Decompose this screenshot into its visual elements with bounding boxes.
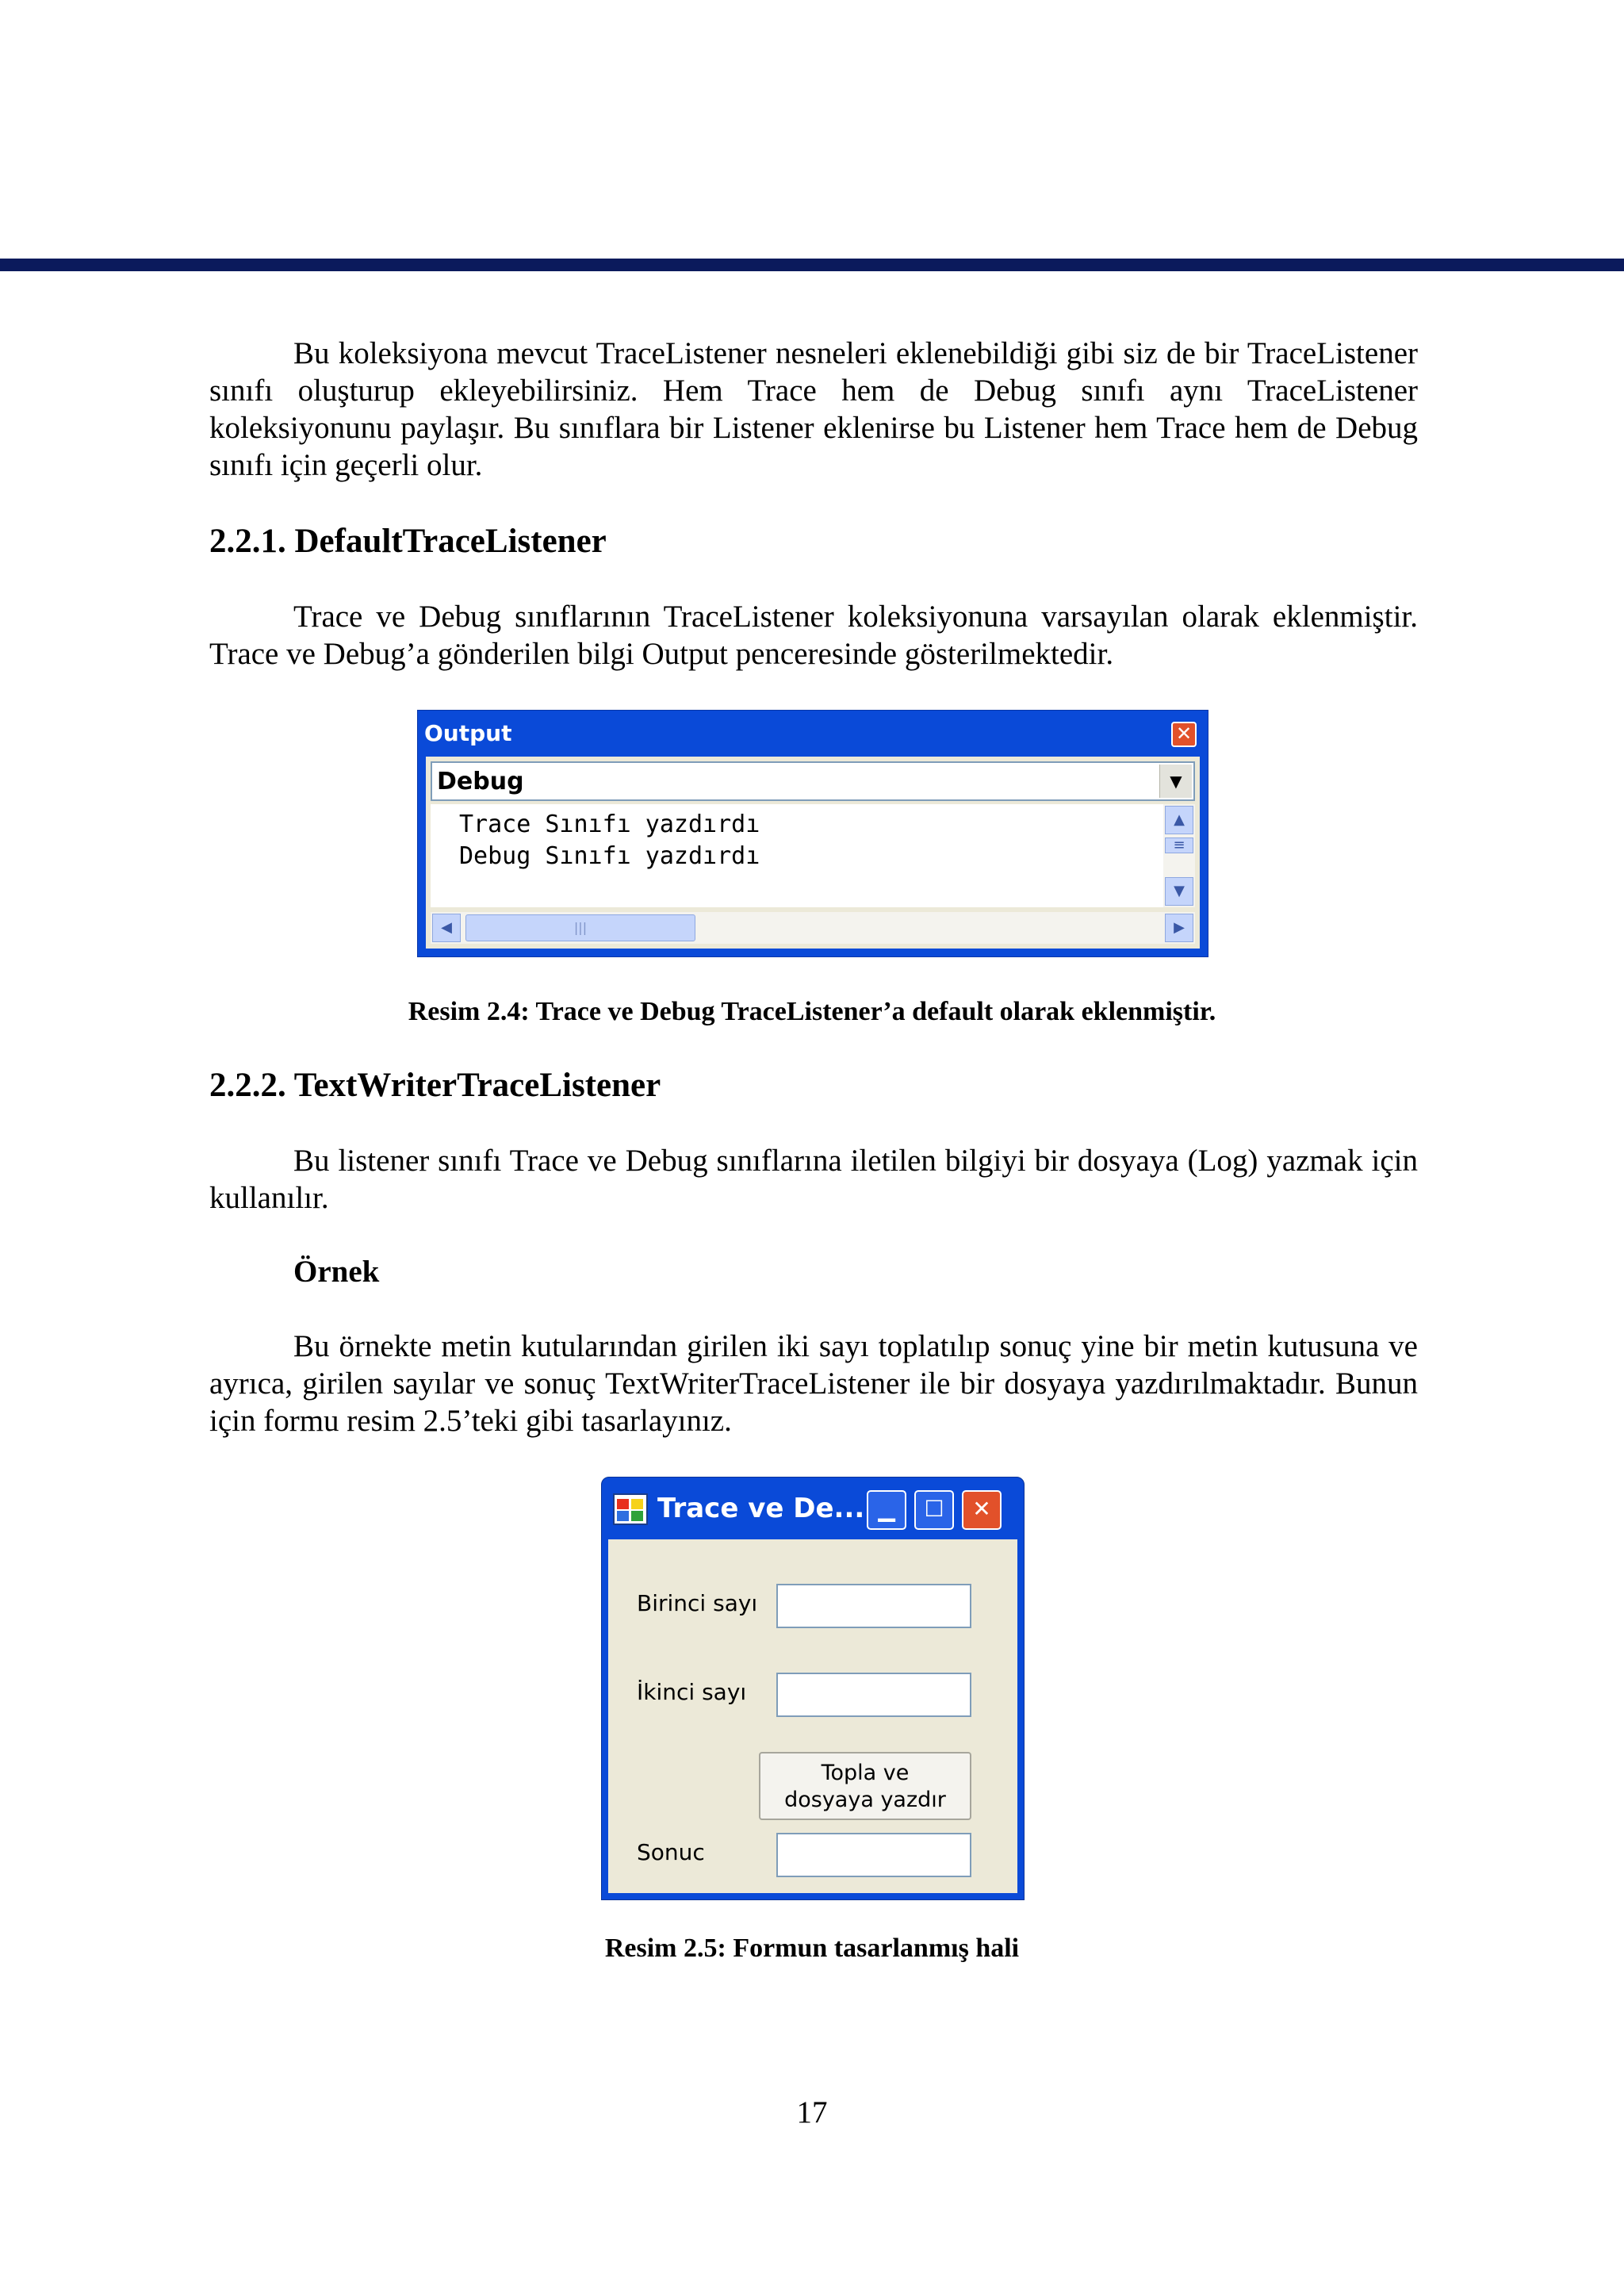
result-input[interactable] xyxy=(776,1833,971,1877)
textwriter-paragraph: Bu listener sınıfı Trace ve Debug sınıflarına iletilen bilgiyi bir dosyaya (Log) yazmak için kullanılır. xyxy=(209,1144,1418,1215)
form-window xyxy=(601,1477,1025,1900)
first-number-input[interactable] xyxy=(776,1584,971,1628)
vertical-scrollbar[interactable] xyxy=(1163,804,1195,907)
sum-and-write-button[interactable] xyxy=(759,1752,971,1820)
scroll-right-icon[interactable]: ▶ xyxy=(1165,914,1193,942)
horizontal-scroll-thumb[interactable]: ||| xyxy=(465,914,695,941)
heading-default-trace-listener: 2.2.1. DefaultTraceListener xyxy=(209,523,607,560)
result-label: Sonuc xyxy=(637,1839,705,1865)
scroll-down-icon[interactable]: ▼ xyxy=(1165,877,1193,906)
figure-2-5-caption: Resim 2.5: Formun tasarlanmış hali xyxy=(604,1934,1020,1963)
output-window-client xyxy=(426,757,1200,949)
output-text-area[interactable] xyxy=(431,804,1195,907)
sum-button-label-line2: dosyaya yazdır xyxy=(784,1788,946,1812)
close-icon[interactable]: ✕ xyxy=(962,1490,1002,1530)
maximize-icon[interactable]: ☐ xyxy=(914,1490,954,1530)
header-rule xyxy=(0,259,1624,271)
default-listener-paragraph: Trace ve Debug sınıflarının TraceListener koleksiyonuna varsayılan olarak eklenmiştir. Trace ve Debug’a gönderilen bilgi Output penceresinde gösterilmektedir. xyxy=(209,600,1418,671)
minimize-icon[interactable]: ▁ xyxy=(867,1490,906,1530)
example-heading: Örnek xyxy=(293,1255,380,1289)
output-source-select[interactable] xyxy=(431,761,1195,801)
application-icon xyxy=(613,1493,648,1525)
output-window-title: Output xyxy=(424,720,512,746)
example-paragraph: Bu örnekte metin kutularından girilen iki sayı toplatılıp sonuç yine bir metin kutusuna ve ayrıca, girilen sayılar ve sonuç TextWriterTraceListener ile bir dosyaya yazdırılmaktadır. Bunun için formu resim 2.5’teki gibi tasarlayınız. xyxy=(209,1329,1418,1438)
form-window-title: Trace ve De... xyxy=(657,1493,865,1524)
scroll-up-icon[interactable]: ▲ xyxy=(1165,806,1193,834)
sum-button-label-line1: Topla ve xyxy=(821,1761,910,1785)
page-number: 17 xyxy=(796,2095,828,2129)
first-number-label: Birinci sayı xyxy=(637,1590,758,1616)
scroll-left-icon[interactable]: ◀ xyxy=(432,914,461,942)
output-line: Trace Sınıfı yazdırdı xyxy=(459,811,760,838)
output-line: Debug Sınıfı yazdırdı xyxy=(459,842,760,870)
close-icon[interactable]: ✕ xyxy=(1171,722,1197,747)
form-client-area xyxy=(608,1539,1017,1893)
intro-paragraph: Bu koleksiyona mevcut TraceListener nesneleri eklenebildiği gibi siz de bir TraceListener sınıfı oluşturup ekleyebilirsiniz. Hem Trace hem de Debug sınıfı aynı TraceListener koleksiyonunu paylaşır. Bu sınıflara bir Listener eklenirse bu Listener hem Trace hem de Debug sınıfı için geçerli olur. xyxy=(209,336,1418,482)
horizontal-scrollbar[interactable] xyxy=(431,912,1195,944)
figure-2-4-caption: Resim 2.4: Trace ve Debug TraceListener’a default olarak eklenmiştir. xyxy=(408,997,1216,1026)
output-window xyxy=(417,710,1208,957)
second-number-input[interactable] xyxy=(776,1673,971,1717)
scroll-thumb[interactable]: ≡ xyxy=(1165,837,1193,853)
heading-textwriter-trace-listener: 2.2.2. TextWriterTraceListener xyxy=(209,1067,661,1104)
output-lines xyxy=(459,809,760,872)
second-number-label: İkinci sayı xyxy=(637,1679,747,1705)
chevron-down-icon[interactable]: ▼ xyxy=(1159,765,1192,798)
output-source-value: Debug xyxy=(437,768,524,795)
